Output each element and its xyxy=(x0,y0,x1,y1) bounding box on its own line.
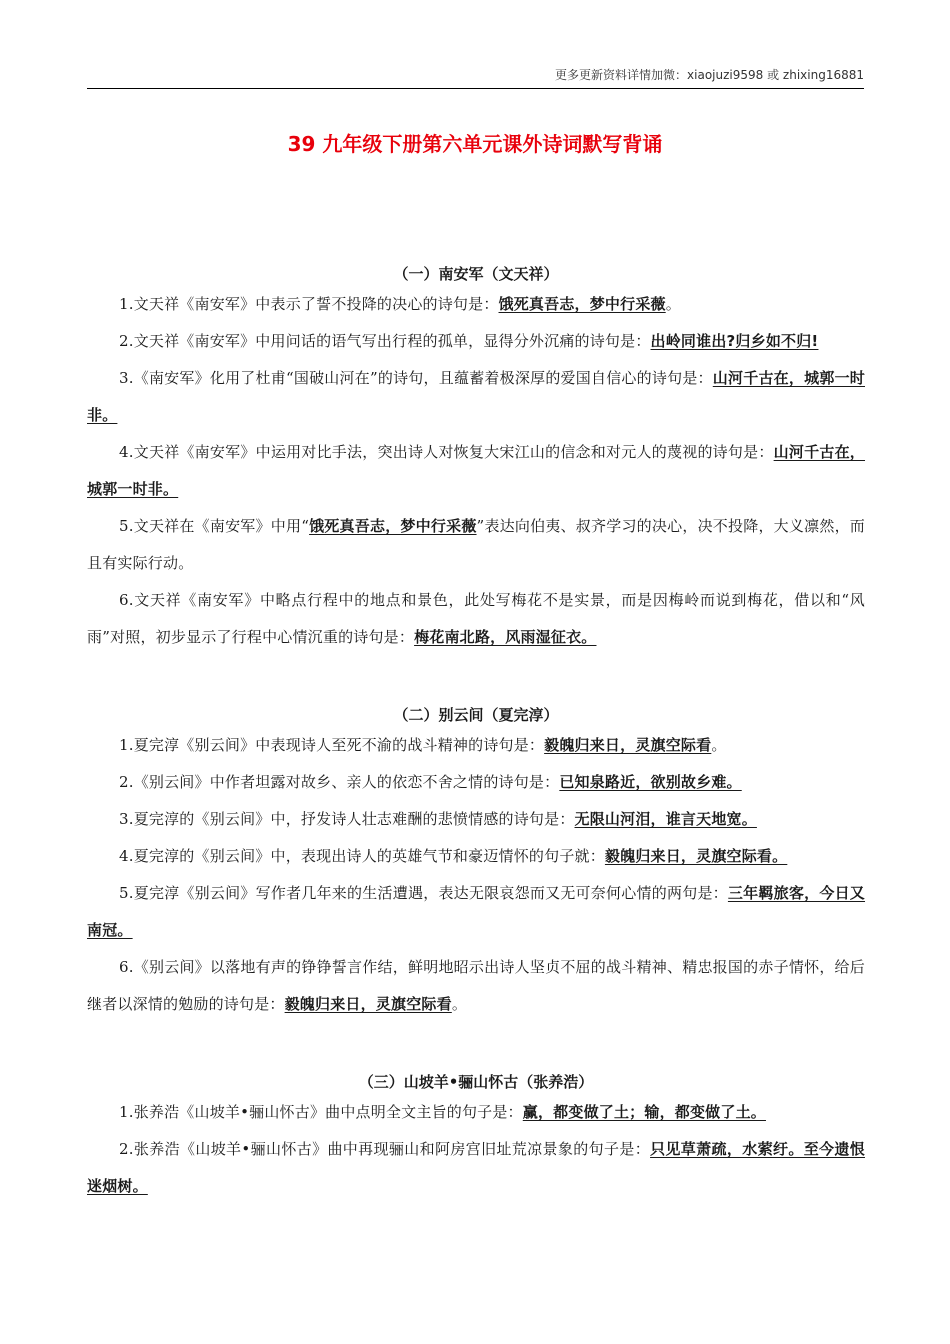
question-text: 1.文天祥《南安军》中表示了誓不投降的决心的诗句是： xyxy=(119,295,499,313)
question-item xyxy=(87,582,865,656)
question-text: 2.《别云间》中作者坦露对故乡、亲人的依恋不舍之情的诗句是： xyxy=(119,773,560,791)
question-text: 2.张养浩《山坡羊•骊山怀古》曲中再现骊山和阿房宫旧址荒凉景象的句子是： xyxy=(119,1140,651,1158)
question-item xyxy=(87,1094,865,1131)
question-item xyxy=(87,434,865,508)
answer-text: 赢，都变做了土；输，都变做了土。 xyxy=(522,1103,766,1121)
question-text: 1.夏完淳《别云间》中表现诗人至死不渝的战斗精神的诗句是： xyxy=(119,736,545,754)
document-body xyxy=(87,262,865,1205)
question-item xyxy=(87,286,865,323)
question-item xyxy=(87,764,865,801)
answer-text: 三年羁旅客，今日又南冠。 xyxy=(87,884,866,939)
question-text: 1.张养浩《山坡羊•骊山怀古》曲中点明全文主旨的句子是： xyxy=(119,1103,523,1121)
answer-text: 毅魄归来日，灵旗空际看。 xyxy=(604,847,788,865)
question-text: 5.文天祥在《南安军》中用“ xyxy=(119,517,310,535)
question-tail: 。 xyxy=(451,995,468,1013)
answer-text: 梅花南北路，风雨湿征衣。 xyxy=(414,628,597,646)
question-item xyxy=(87,838,865,875)
question-text: 6.文天祥《南安军》中略点行程中的地点和景色，此处写梅花不是实景，而是因梅岭而说到梅花，借以和“风雨”对照，初步显示了行程中心情沉重的诗句是： xyxy=(87,591,865,646)
section-heading: （二）别云间（夏完淳） xyxy=(393,706,559,724)
answer-text: 山河千古在，城郭一时非。 xyxy=(87,443,866,498)
section-heading: （一）南安军（文天祥） xyxy=(393,265,559,283)
question-item xyxy=(87,323,865,360)
answer-text: 山河千古在，城郭一时非。 xyxy=(87,369,865,424)
page-header: 更多更新资料详情加微：xiaojuzi9598 或 zhixing16881 xyxy=(555,68,864,82)
question-text: 3.《南安军》化用了杜甫“国破山河在”的诗句，且蕴蓄着极深厚的爱国自信心的诗句是： xyxy=(119,369,713,387)
answer-text: 毅魄归来日，灵旗空际看 xyxy=(284,995,452,1013)
answer-text: 已知泉路近，欲别故乡难。 xyxy=(559,773,742,791)
question-text: 4.夏完淳的《别云间》中，表现出诗人的英雄气节和豪迈情怀的句子就： xyxy=(119,847,605,865)
question-text: 6.《别云间》以落地有声的铮铮誓言作结，鲜明地昭示出诗人坚贞不屈的战斗精神、精忠报国的赤子情怀，给后继者以深情的勉励的诗句是： xyxy=(87,958,865,1013)
question-item xyxy=(87,1131,865,1205)
section-2 xyxy=(87,703,865,1023)
answer-text: 无限山河泪，谁言天地宽。 xyxy=(574,810,757,828)
question-tail: 。 xyxy=(665,295,681,313)
section-gap xyxy=(87,656,865,703)
question-text: 4.文天祥《南安军》中运用对比手法，突出诗人对恢复大宋江山的信念和对元人的蔑视的诗句是： xyxy=(119,443,774,461)
section-1 xyxy=(87,262,865,656)
answer-text: 毅魄归来日，灵旗空际看 xyxy=(544,736,712,754)
document-title: 39 九年级下册第六单元课外诗词默写背诵 xyxy=(287,132,663,156)
question-item xyxy=(87,508,865,582)
answer-text: 饿死真吾志，梦中行采薇 xyxy=(309,517,477,535)
question-item xyxy=(87,875,865,949)
header-rule xyxy=(87,88,864,89)
section-3 xyxy=(87,1070,865,1205)
question-item xyxy=(87,949,865,1023)
question-text: 2.文天祥《南安军》中用问话的语气写出行程的孤单，显得分外沉痛的诗句是： xyxy=(119,332,651,350)
answer-text: 饿死真吾志，梦中行采薇 xyxy=(498,295,666,313)
answer-text: 只见草萧疏，水萦纡。至今遗恨迷烟树。 xyxy=(87,1140,865,1195)
question-item xyxy=(87,727,865,764)
question-text: 3.夏完淳的《别云间》中，抒发诗人壮志难酬的悲愤情感的诗句是： xyxy=(119,810,575,828)
answer-text: 出岭同谁出?归乡如不归! xyxy=(650,332,819,350)
question-item xyxy=(87,360,865,434)
question-item xyxy=(87,801,865,838)
section-gap xyxy=(87,1023,865,1070)
question-text: 5.夏完淳《别云间》写作者几年来的生活遭遇，表达无限哀怨而又无可奈何心情的两句是： xyxy=(119,884,728,902)
question-tail: 。 xyxy=(711,736,727,754)
section-heading: （三）山坡羊•骊山怀古（张养浩） xyxy=(358,1073,594,1091)
question-tail: ”表达向伯夷、叔齐学习的决心，决不投降，大义凛然，而且有实际行动。 xyxy=(87,517,866,572)
